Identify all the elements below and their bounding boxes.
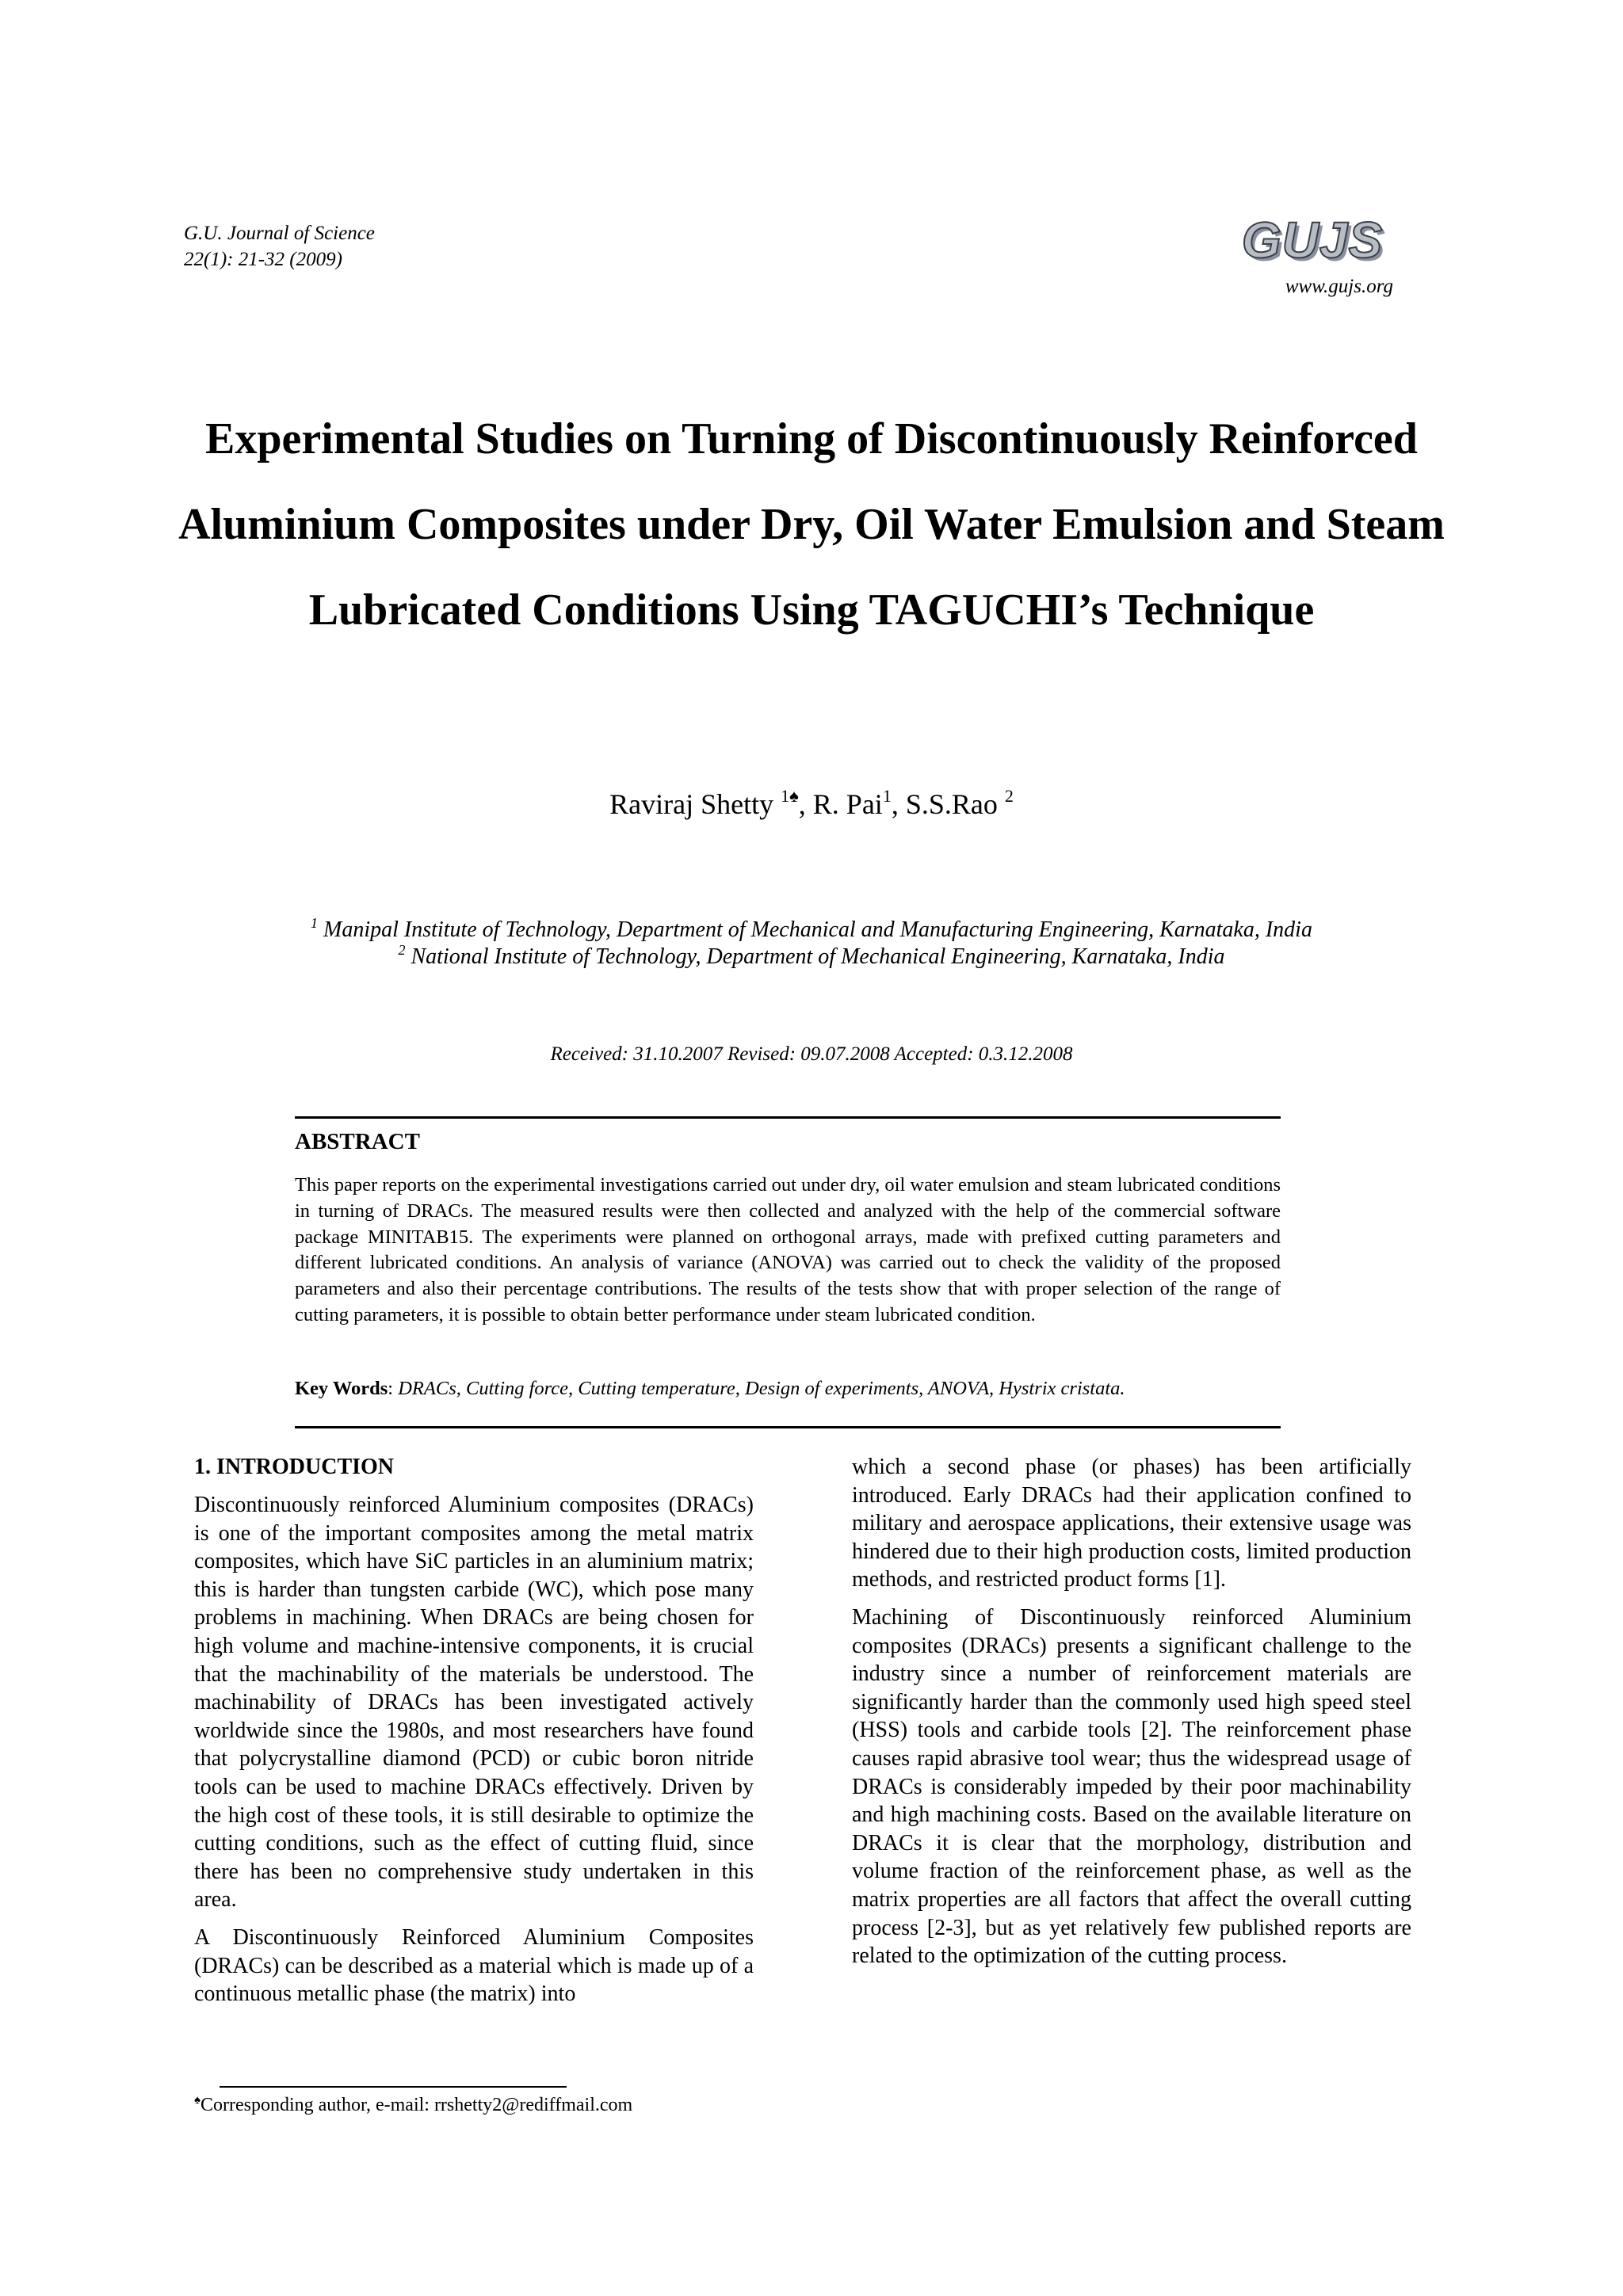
paper-title: Experimental Studies on Turning of Discontinuously Reinforced Aluminium Composites under Dry, Oil Water Emulsion and Steam Lubricated Conditions Using TAGUCHI’s Technique — [178, 414, 1445, 635]
abstract-top-rule — [295, 1116, 1281, 1119]
logo-text: GUJS — [1241, 212, 1384, 269]
keywords-line — [295, 1376, 1281, 1402]
section-heading-introduction: 1. INTRODUCTION — [194, 1455, 395, 1479]
abstract-bottom-rule — [295, 1426, 1281, 1428]
author-marker: 1 — [882, 786, 892, 806]
footnote-rule — [220, 2086, 567, 2088]
journal-name: G.U. Journal of Science — [184, 223, 375, 244]
left-column — [194, 1453, 754, 2018]
author-name: , S.S.Rao — [891, 788, 1005, 820]
affiliation-text: National Institute of Technology, Department of Mechanical Engineering, Karnataka, India — [405, 944, 1225, 969]
submission-dates: Received: 31.10.2007 Revised: 09.07.2008 Accepted: 0.3.12.2008 — [550, 1043, 1073, 1065]
keywords-label: Key Words — [295, 1378, 388, 1399]
abstract-text: This paper reports on the experimental investigations carried out under dry, oil water emulsion and steam lubricated conditions in turning of DRACs. The measured results were then collected and analyzed with the help of the commercial software package MINITAB15. The experiments were planned on orthogonal arrays, made with prefixed cutting parameters and different lubricated conditions. An analysis of variance (ANOVA) was carried out to check the validity of the proposed parameters and also their percentage contributions. The results of the tests show that with proper selection of the range of cutting parameters, it is possible to obtain better performance under steam lubricated condition. — [295, 1174, 1281, 1325]
journal-issue: 22(1): 21-32 (2009) — [184, 249, 342, 270]
keywords-separator: : — [388, 1378, 399, 1399]
body-paragraph: Machining of Discontinuously reinforced Aluminium composites (DRACs) presents a significant challenge to the industry since a number of reinforcement materials are significantly harder than the commonly used high speed steel (HSS) tools and carbide tools [2]. The reinforcement phase causes rapid abrasive tool wear; thus the widespread usage of DRACs is considerably impeded by their poor machinability and high machining costs. Based on the available literature on DRACs it is clear that the morphology, distribution and volume fraction of the reinforcement phase, as well as the matrix properties are all factors that affect the overall cutting process [2-3], but as yet relatively few published reports are related to the optimization of the cutting process. — [852, 1604, 1411, 1969]
affiliations — [0, 917, 1623, 971]
footnote — [194, 2092, 632, 2118]
journal-info — [184, 220, 375, 273]
affiliation-marker: 2 — [398, 942, 406, 958]
author-marker: 2 — [1004, 786, 1014, 806]
right-column — [852, 1453, 1411, 1980]
gujs-logo — [1233, 212, 1392, 268]
author-name: Raviraj Shetty — [609, 788, 781, 820]
body-paragraph: A Discontinuously Reinforced Aluminium Composites (DRACs) can be described as a material which is made up of a continuous metallic phase (the matrix) into — [194, 1924, 754, 2007]
affiliation-line — [0, 917, 1623, 944]
author-name: , R. Pai — [798, 788, 883, 820]
affiliation-text: Manipal Institute of Technology, Department of Mechanical and Manufacturing Engineering, Karnataka, India — [318, 917, 1312, 942]
footnote-text: Corresponding author, e-mail: rrshetty2@rediffmail.com — [200, 2095, 633, 2115]
footnote-marker: ♠ — [194, 2094, 200, 2107]
author-marker: 1♠ — [781, 786, 799, 806]
author-list — [0, 788, 1623, 821]
keywords-list: DRACs, Cutting force, Cutting temperature, Design of experiments, ANOVA, Hystrix cristata. — [398, 1378, 1125, 1399]
journal-website[interactable]: www.gujs.org — [1285, 276, 1393, 297]
affiliation-line — [0, 944, 1623, 971]
body-paragraph: which a second phase (or phases) has been artificially introduced. Early DRACs had their application confined to military and aerospace applications, their extensive usage was hindered due to their high production costs, limited production methods, and restricted product forms [1]. — [852, 1455, 1411, 1592]
affiliation-marker: 1 — [311, 915, 319, 931]
abstract-heading: ABSTRACT — [295, 1129, 420, 1154]
body-paragraph: Discontinuously reinforced Aluminium composites (DRACs) is one of the important composites among the metal matrix composites, which have SiC particles in an aluminium matrix; this is harder than tungsten carbide (WC), which pose many problems in machining. When DRACs are being chosen for high volume and machine-intensive components, it is crucial that the machinability of the materials be understood. The machinability of DRACs has been investigated actively worldwide since the 1980s, and most researchers have found that polycrystalline diamond (PCD) or cubic boron nitride tools can be used to machine DRACs effectively. Driven by the high cost of these tools, it is still desirable to optimize the cutting conditions, such as the effect of cutting fluid, since there has been no comprehensive study undertaken in this area. — [194, 1493, 754, 1913]
